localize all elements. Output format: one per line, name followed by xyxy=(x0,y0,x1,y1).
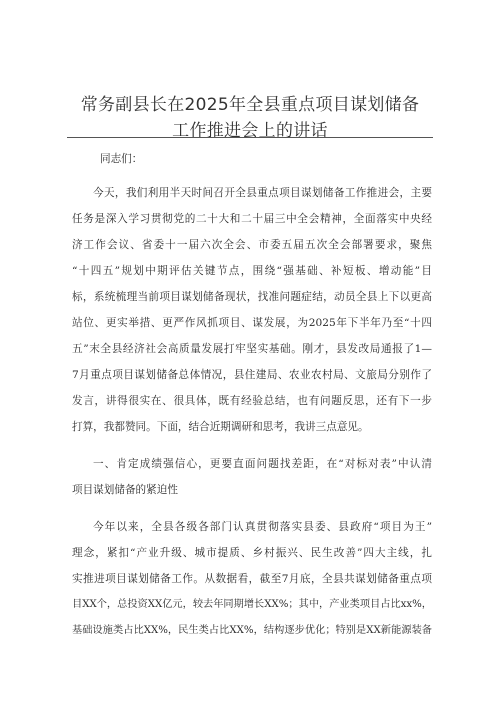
section-heading-1-line: 项目谋划储备的紧迫性 xyxy=(72,484,178,496)
section-heading-1-line: 一、肯定成绩强信心，更要直面问题找差距，在“对标对表”中认清 xyxy=(93,458,432,470)
paragraph-1-line: 7月重点项目谋划储备总体情况，县住建局、农业农村局、文旅局分别作了 xyxy=(72,369,432,381)
paragraph-1-line: 五”末全县经济社会高质量发展打牢坚实基础。刚才，县发改局通报了1— xyxy=(72,343,432,355)
paragraph-1-line: 标，系统梳理当前项目谋划储备现状，找准问题症结，动员全县上下以更高 xyxy=(72,291,432,303)
paragraph-2-line: 实推进项目谋划储备工作。从数据看，截至7月底，全县共谋划储备重点项 xyxy=(72,573,432,585)
paragraph-1-line: 打算，我都赞同。下面，结合近期调研和思考，我讲三点意见。 xyxy=(72,421,369,433)
paragraph-2-line: 目XX个，总投资XX亿元，较去年同期增长XX%；其中，产业类项目占比xx%， xyxy=(72,599,432,610)
paragraph-1-line: 发言，讲得很实在、很具体，既有经验总结，也有问题反思，还有下一步 xyxy=(72,395,432,407)
salutation: 同志们： xyxy=(100,153,143,165)
paragraph-1-line: “十四五”规划中期评估关键节点，围绕“强基础、补短板、增动能”目 xyxy=(72,265,432,277)
paragraph-1-line: 今天，我们利用半天时间召开全县重点项目谋划储备工作推进会，主要 xyxy=(93,187,432,199)
document-title-line-1: 常务副县长在2025年全县重点项目谋划储备 xyxy=(80,95,420,115)
paragraph-2-line: 理念，紧扣“产业升级、城市提质、乡村振兴、民生改善”四大主线，扎 xyxy=(72,547,432,559)
document-title-line-2: 工作推进会上的讲话 xyxy=(172,121,328,141)
paragraph-1-line: 济工作会议、省委十一届六次全会、市委五届五次全会部署要求，聚焦 xyxy=(72,239,432,251)
paragraph-2-line: 基础设施类占比XX%，民生类占比XX%，结构逐步优化；特别是XX新能源装备 xyxy=(72,625,432,636)
paragraph-1-line: 站位、更实举措、更严作风抓项目、谋发展，为2025年下半年乃至“十四 xyxy=(72,317,432,329)
title-divider xyxy=(67,137,433,138)
paragraph-2-line: 今年以来，全县各级各部门认真贯彻落实县委、县政府“项目为王” xyxy=(93,521,432,533)
paragraph-1-line: 任务是深入学习贯彻党的二十大和二十届三中全会精神，全面落实中央经 xyxy=(72,213,432,225)
